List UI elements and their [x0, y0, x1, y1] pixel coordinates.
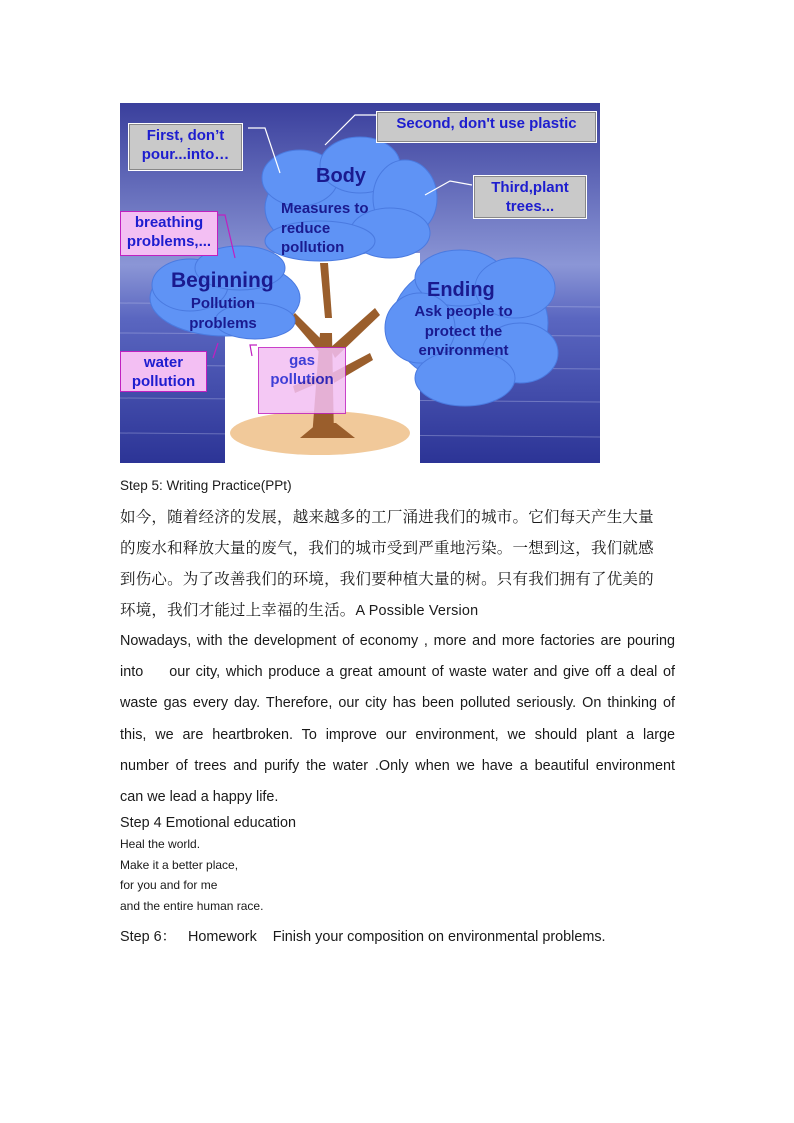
mind-map-figure [120, 103, 600, 463]
body-title: Body [316, 165, 366, 187]
beginning-text: Pollution problems [189, 295, 257, 332]
zh-line-3: 到伤心。为了改善我们的环境，我们要种植大量的树。只有我们拥有了优美的 [120, 570, 654, 588]
label-third: Third,plant trees... [473, 175, 587, 219]
beginning-title: Beginning [171, 269, 274, 292]
english-paragraph [120, 626, 675, 813]
label-second: Second, don't use plastic [376, 111, 597, 143]
zh-line-2: 的废水和释放大量的废气，我们的城市受到严重地污染。一想到这，我们就感 [120, 539, 654, 557]
zh-line-4 [120, 595, 675, 627]
zh-line-1: 如今，随着经济的发展，越来越多的工厂涌进我们的城市。它们每天产生大量 [120, 508, 654, 526]
en-line-6: can we lead a happy life. [120, 789, 279, 806]
ending-title: Ending [427, 279, 495, 301]
en-line-5: number of trees and purify the water .Only when we have a beautiful environment [120, 757, 675, 774]
chinese-paragraph [120, 502, 675, 627]
poem-line-4: and the entire human race. [120, 899, 264, 914]
label-gas: gas pollution [258, 347, 346, 414]
poem [120, 834, 675, 917]
zh-line-4-text: 环境，我们才能过上幸福的生活。 [120, 601, 356, 619]
step6-label: Step 6： [120, 929, 176, 945]
en-line-2b: our city, which produce a great amount of waste water and give off a deal of [169, 664, 675, 681]
en-line-3: waste gas every day. Therefore, our city has been polluted seriously. On thinking of [120, 695, 675, 712]
en-line-2a: into [120, 664, 144, 681]
poem-line-1: Heal the world. [120, 837, 201, 851]
en-line-2 [120, 657, 675, 688]
step6-text: Finish your composition on environmental problems. [272, 929, 606, 945]
step6-line [120, 925, 675, 946]
body-text: Measures to reduce pollution [281, 200, 369, 256]
label-first: First, don’t pour...into… [128, 123, 243, 171]
step5-heading: Step 5: Writing Practice(PPt) [120, 478, 292, 493]
poem-line-2: Make it a better place, [120, 857, 239, 872]
step6-homework: Homework [188, 929, 257, 945]
step4-heading: Step 4 Emotional education [120, 815, 297, 831]
label-breathing: breathing problems,... [120, 211, 218, 256]
possible-version: A Possible Version [355, 603, 479, 619]
label-water: water pollution [120, 351, 207, 392]
en-line-1: Nowadays, with the development of economy , more and more factories are pouring [120, 633, 675, 649]
poem-line-3: for you and for me [120, 878, 218, 893]
ending-text: Ask people to protect the environment [414, 303, 513, 359]
en-line-4: this, we are heartbroken. To improve our environment, we should plant a large [120, 726, 675, 743]
